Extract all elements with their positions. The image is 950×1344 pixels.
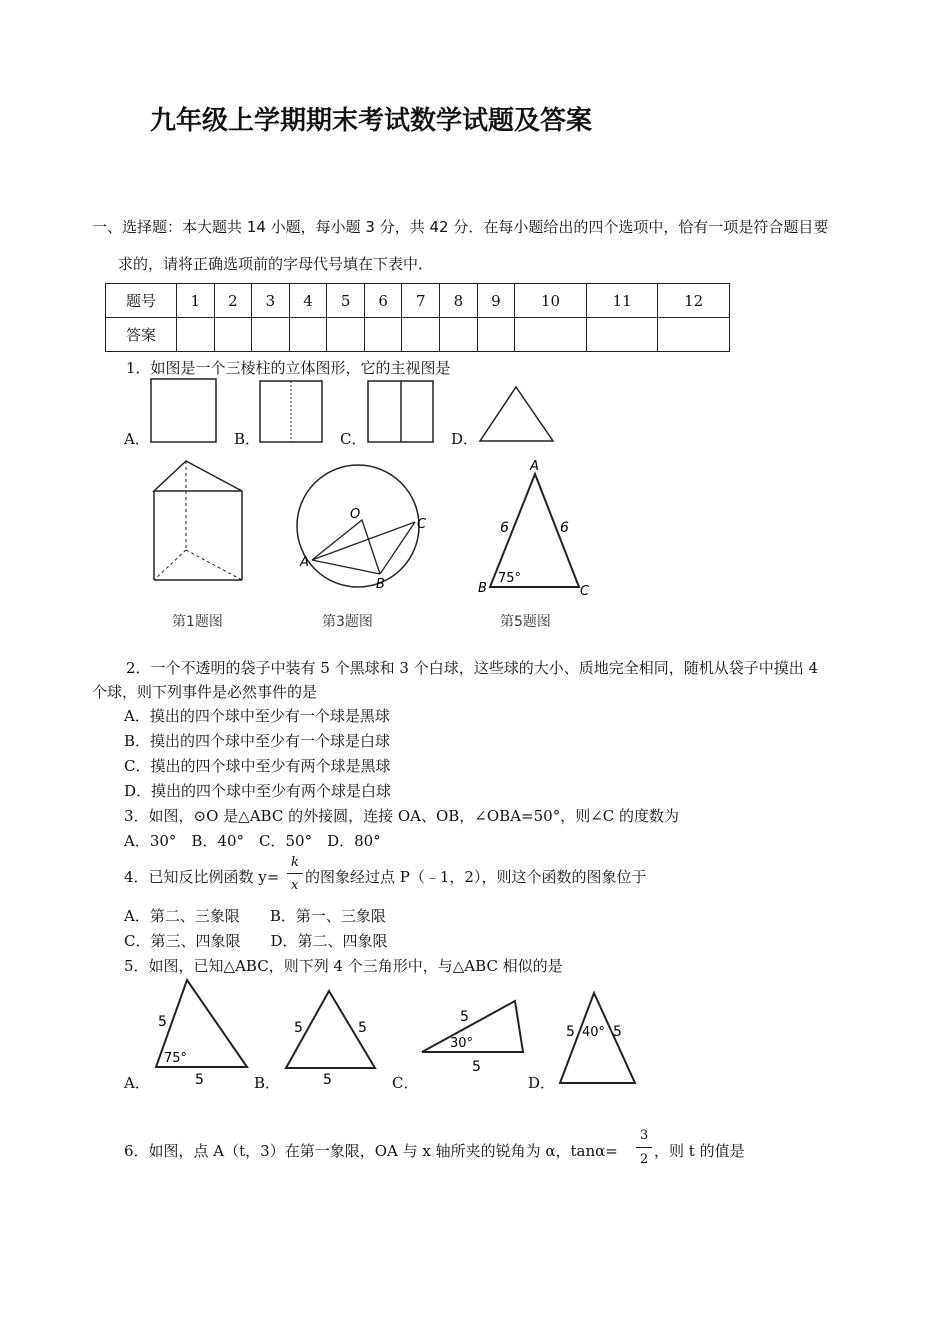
q4-options-row1: A．第二、三象限 B．第一、三象限	[124, 907, 386, 925]
answer-table	[105, 283, 730, 352]
q5-option-b-label: B．	[254, 1074, 281, 1092]
q1-option-b-label: B．	[234, 430, 261, 448]
q1-option-d-triangle-figure	[477, 384, 557, 446]
answer-table-number-cell: 1	[177, 284, 215, 318]
question-2-line1: 2．一个不透明的袋子中装有 5 个黑球和 3 个白球，这些球的大小、质地完全相同，随机从袋子中摸出 4	[126, 659, 819, 677]
fig5-label-b: B	[478, 581, 487, 596]
fig5-side-ab: 6	[500, 520, 509, 536]
section-instructions-line2: 求的，请将正确选项前的字母代号填在下表中．	[118, 255, 434, 273]
q5-option-a-label: A．	[124, 1074, 150, 1092]
q5d-angle-label: 40°	[582, 1025, 606, 1040]
q6-fraction-denominator: 2	[640, 1152, 649, 1167]
figure-3-caption: 第3题图	[322, 614, 373, 630]
fig3-label-o: O	[350, 507, 361, 522]
answer-cell[interactable]	[177, 318, 215, 352]
figure-1-triangular-prism	[148, 458, 248, 586]
page-title: 九年级上学期期末考试数学试题及答案	[150, 106, 593, 136]
answer-table-number-cell: 3	[252, 284, 290, 318]
fig5-label-a: A	[530, 459, 539, 474]
answer-cell[interactable]	[515, 318, 587, 352]
figure-5-triangle-abc	[472, 456, 597, 601]
answer-table-number-cell: 4	[289, 284, 327, 318]
answer-cell[interactable]	[440, 318, 478, 352]
q4-fraction-denominator: x	[291, 878, 299, 893]
q4-fraction-bar	[287, 873, 303, 874]
q5-option-d-triangle-figure	[556, 988, 642, 1088]
answer-cell[interactable]	[327, 318, 365, 352]
question-1-text: 1．如图是一个三棱柱的立体图形，它的主视图是	[126, 359, 451, 377]
answer-cell[interactable]	[252, 318, 290, 352]
question-6-prefix: 6．如图，点 A（t，3）在第一象限，OA 与 x 轴所夹的锐角为 α，tanα=	[124, 1142, 618, 1160]
q1-option-b-dotted-rectangle-figure	[257, 378, 327, 446]
answer-cell[interactable]	[658, 318, 730, 352]
fig3-label-b: B	[376, 577, 385, 592]
q5b-left-side-label: 5	[294, 1020, 303, 1036]
figure-3-circumscribed-circle	[290, 458, 440, 593]
q5-option-c-triangle-figure	[418, 995, 530, 1077]
q1-option-c-split-rectangle-figure	[365, 378, 437, 446]
answer-cell[interactable]	[289, 318, 327, 352]
answer-table-number-cell: 11	[586, 284, 658, 318]
answer-cell[interactable]	[214, 318, 252, 352]
q6-fraction-numerator: 3	[640, 1128, 649, 1143]
answer-table-header-number: 题号	[106, 284, 177, 318]
fig3-label-a: A	[300, 555, 309, 570]
q1-option-a-label: A．	[124, 430, 150, 448]
q2-option-c: C．摸出的四个球中至少有两个球是黑球	[124, 757, 391, 775]
q5-option-c-label: C．	[392, 1074, 419, 1092]
question-2-line2: 个球，则下列事件是必然事件的是	[92, 683, 318, 701]
answer-cell[interactable]	[402, 318, 440, 352]
answer-table-header-answer: 答案	[106, 318, 177, 352]
q5a-side-label: 5	[158, 1014, 167, 1030]
q5-option-b-triangle-figure	[280, 986, 385, 1088]
fig5-side-ac: 6	[560, 520, 569, 536]
answer-table-number-cell: 5	[327, 284, 365, 318]
q5b-base-label: 5	[323, 1072, 332, 1088]
answer-cell[interactable]	[364, 318, 402, 352]
question-6-suffix: ，则 t 的值是	[654, 1142, 745, 1160]
answer-table-number-cell: 6	[364, 284, 402, 318]
fig3-label-c: C	[417, 517, 427, 532]
answer-cell[interactable]	[586, 318, 658, 352]
q1-option-c-label: C．	[340, 430, 367, 448]
answer-table-number-cell: 10	[515, 284, 587, 318]
q5c-side-label: 5	[460, 1009, 469, 1025]
q4-fraction-numerator: k	[291, 855, 299, 870]
q2-option-b: B．摸出的四个球中至少有一个球是白球	[124, 732, 391, 750]
q5-option-d-label: D．	[528, 1074, 556, 1092]
q4-options-row2: C．第三、四象限 D．第二、四象限	[124, 932, 388, 950]
answer-table-number-cell: 9	[477, 284, 515, 318]
q6-fraction-bar	[636, 1147, 652, 1148]
q5a-angle-label: 75°	[164, 1051, 188, 1066]
answer-table-number-cell: 8	[440, 284, 478, 318]
question-3-text: 3．如图，⊙O 是△ABC 的外接圆，连接 OA、OB，∠OBA=50°，则∠C 的度数为	[124, 807, 680, 825]
q2-option-d: D．摸出的四个球中至少有两个球是白球	[124, 782, 392, 800]
question-5-text: 5．如图，已知△ABC，则下列 4 个三角形中，与△ABC 相似的是	[124, 957, 563, 975]
q5b-right-side-label: 5	[358, 1020, 367, 1036]
question-4-prefix: 4．已知反比例函数 y=	[124, 868, 280, 886]
section-instructions-line1: 一、选择题：本大题共 14 小题，每小题 3 分，共 42 分．在每小题给出的四个选项中，恰有一项是符合题目要	[92, 218, 829, 236]
q5c-angle-label: 30°	[450, 1036, 474, 1051]
answer-table-number-cell: 12	[658, 284, 730, 318]
q5d-right-side-label: 5	[613, 1024, 622, 1040]
fig5-label-c: C	[580, 584, 590, 599]
question-4-suffix: 的图象经过点 P（﹣1，2），则这个函数的图象位于	[305, 868, 647, 886]
answer-table-number-row	[106, 284, 730, 318]
q2-option-a: A．摸出的四个球中至少有一个球是黑球	[124, 707, 390, 725]
q5a-base-label: 5	[195, 1072, 204, 1088]
answer-table-number-cell: 7	[402, 284, 440, 318]
answer-table-answer-row	[106, 318, 730, 352]
answer-table-number-cell: 2	[214, 284, 252, 318]
q1-option-a-square-figure	[148, 376, 220, 446]
q5c-base-label: 5	[472, 1059, 481, 1075]
fig5-angle-b: 75°	[498, 571, 522, 586]
figure-1-caption: 第1题图	[172, 614, 223, 630]
q3-options: A．30° B．40° C．50° D．80°	[124, 832, 381, 850]
answer-cell[interactable]	[477, 318, 515, 352]
q5d-left-side-label: 5	[566, 1024, 575, 1040]
q5-option-a-triangle-figure	[150, 976, 255, 1088]
figure-5-caption: 第5题图	[500, 614, 551, 630]
q1-option-d-label: D．	[451, 430, 479, 448]
